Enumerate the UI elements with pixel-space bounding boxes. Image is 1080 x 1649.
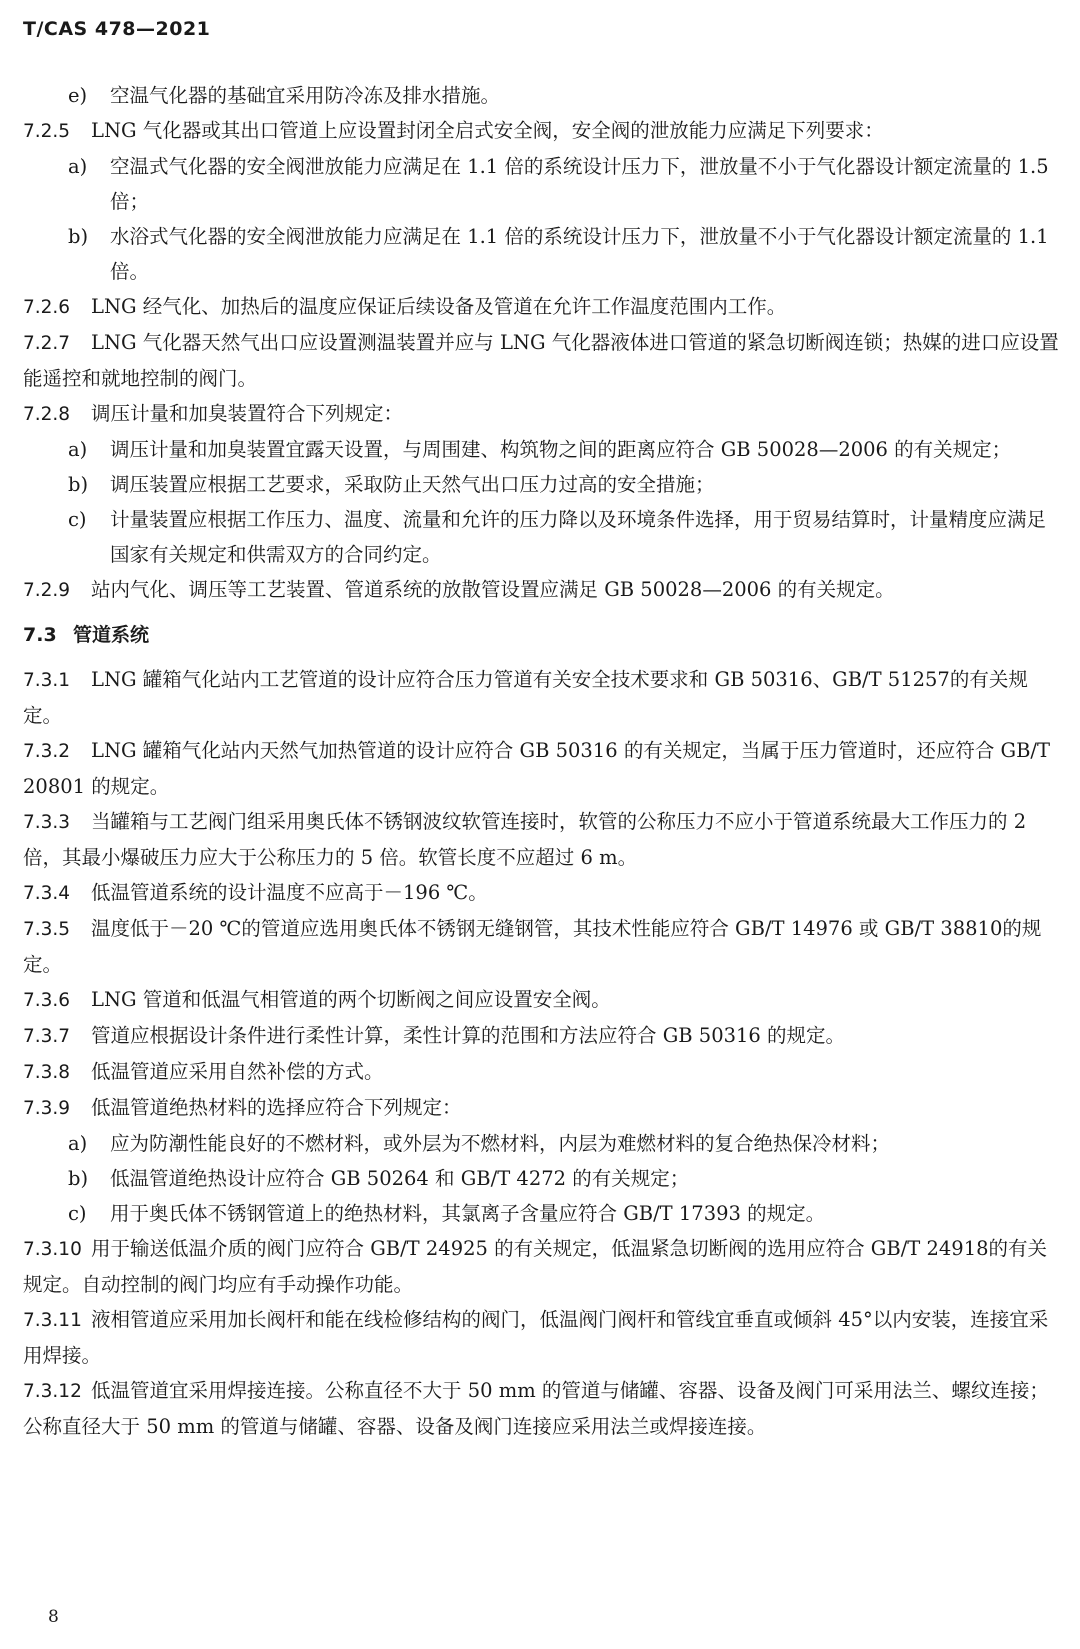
list-item — [23, 219, 1059, 289]
section-number: 7.3 — [23, 624, 57, 646]
clause-number: 7.3.5 — [23, 919, 71, 940]
list-item — [23, 1161, 1059, 1196]
clause-7-2-6 — [23, 289, 1059, 325]
item-text: 水浴式气化器的安全阀泄放能力应满足在 1.1 倍的系统设计压力下，泄放量不小于气化器设计额定流量的 1.1 倍。 — [110, 225, 1049, 283]
clause-text: 站内气化、调压等工艺装置、管道系统的放散管设置应满足 GB 50028—2006 的有关规定。 — [91, 578, 895, 601]
clause-text: LNG 罐箱气化站内工艺管道的设计应符合压力管道有关安全技术要求和 GB 50316、GB/T 51257的有关规定。 — [23, 668, 1028, 727]
clause-7-2-8 — [23, 396, 1059, 432]
clause-7-2-9 — [23, 572, 1059, 608]
clause-7-3-5 — [23, 911, 1059, 982]
clause-text: 低温管道绝热材料的选择应符合下列规定： — [91, 1096, 462, 1119]
item-text: 应为防潮性能良好的不燃材料，或外层为不燃材料，内层为难燃材料的复合绝热保冷材料； — [110, 1132, 891, 1155]
item-text: 空温式气化器的安全阀泄放能力应满足在 1.1 倍的系统设计压力下，泄放量不小于气化器设计额定流量的 1.5 倍； — [110, 155, 1049, 213]
list-item — [23, 1126, 1059, 1161]
clause-text: 温度低于－20 ℃的管道应选用奥氏体不锈钢无缝钢管，其技术性能应符合 GB/T 14976 或 GB/T 38810的规定。 — [23, 917, 1042, 976]
clause-number: 7.3.9 — [23, 1098, 71, 1119]
list-item — [23, 149, 1059, 219]
clause-7-3-3 — [23, 804, 1059, 875]
list-item — [23, 467, 1059, 502]
clause-7-3-8 — [23, 1054, 1059, 1090]
clause-text: 管道应根据设计条件进行柔性计算，柔性计算的范围和方法应符合 GB 50316 的规定。 — [91, 1024, 846, 1047]
item-label: e) — [68, 84, 88, 107]
clause-number: 7.3.10 — [23, 1239, 82, 1260]
clause-7-3-9 — [23, 1090, 1059, 1126]
clause-number: 7.2.9 — [23, 580, 71, 601]
clause-number: 7.2.6 — [23, 297, 71, 318]
clause-7-3-6 — [23, 982, 1059, 1018]
item-label: a) — [68, 438, 88, 461]
list-item — [23, 1196, 1059, 1231]
document-id: T/CAS 478—2021 — [23, 18, 211, 40]
item-label: c) — [68, 508, 87, 531]
list-item — [23, 78, 1059, 113]
clause-7-2-7 — [23, 325, 1059, 396]
clause-text: 液相管道应采用加长阀杆和能在线检修结构的阀门，低温阀门阀杆和管线宜垂直或倾斜 45°以内安装，连接宜采用焊接。 — [23, 1308, 1049, 1367]
item-text: 用于奥氏体不锈钢管道上的绝热材料，其氯离子含量应符合 GB/T 17393 的规定。 — [110, 1202, 826, 1225]
clause-number: 7.3.8 — [23, 1062, 71, 1083]
clause-text: 低温管道宜采用焊接连接。公称直径不大于 50 mm 的管道与储罐、容器、设备及阀门可采用法兰、螺纹连接；公称直径大于 50 mm 的管道与储罐、容器、设备及阀门连接应采用法兰或焊接连接。 — [23, 1379, 1049, 1438]
item-label: a) — [68, 155, 88, 178]
clause-number: 7.3.12 — [23, 1381, 82, 1402]
page-number: 8 — [48, 1607, 59, 1627]
clause-text: LNG 气化器或其出口管道上应设置封闭全启式安全阀，安全阀的泄放能力应满足下列要求： — [91, 119, 884, 142]
clause-7-3-4 — [23, 875, 1059, 911]
document-body — [23, 78, 1059, 1444]
clause-text: 调压计量和加臭装置符合下列规定： — [91, 402, 404, 425]
clause-text: LNG 气化器天然气出口应设置测温装置并应与 LNG 气化器液体进口管道的紧急切断阀连锁；热媒的进口应设置能遥控和就地控制的阀门。 — [23, 331, 1059, 390]
item-text: 空温气化器的基础宜采用防冷冻及排水措施。 — [110, 84, 501, 107]
clause-7-2-5 — [23, 113, 1059, 149]
clause-number: 7.3.11 — [23, 1310, 82, 1331]
clause-text: LNG 罐箱气化站内天然气加热管道的设计应符合 GB 50316 的有关规定，当属于压力管道时，还应符合 GB/T 20801 的规定。 — [23, 739, 1051, 798]
list-item — [23, 502, 1059, 572]
clause-text: LNG 经气化、加热后的温度应保证后续设备及管道在允许工作温度范围内工作。 — [91, 295, 787, 318]
clause-number: 7.3.7 — [23, 1026, 71, 1047]
clause-7-3-7 — [23, 1018, 1059, 1054]
item-label: b) — [68, 473, 89, 496]
clause-number: 7.3.1 — [23, 670, 71, 691]
item-text: 计量装置应根据工作压力、温度、流量和允许的压力降以及环境条件选择，用于贸易结算时，计量精度应满足国家有关规定和供需双方的合同约定。 — [110, 508, 1047, 566]
clause-number: 7.3.4 — [23, 883, 71, 904]
list-item — [23, 432, 1059, 467]
section-heading — [23, 618, 1059, 653]
clause-7-3-1 — [23, 662, 1059, 733]
clause-number: 7.3.2 — [23, 741, 71, 762]
item-label: c) — [68, 1202, 87, 1225]
clause-7-3-2 — [23, 733, 1059, 804]
item-text: 低温管道绝热设计应符合 GB 50264 和 GB/T 4272 的有关规定； — [110, 1167, 690, 1190]
clause-number: 7.3.3 — [23, 812, 71, 833]
item-text: 调压计量和加臭装置宜露天设置，与周围建、构筑物之间的距离应符合 GB 50028—2006 的有关规定； — [110, 438, 1012, 461]
clause-number: 7.3.6 — [23, 990, 71, 1011]
clause-text: 用于输送低温介质的阀门应符合 GB/T 24925 的有关规定，低温紧急切断阀的选用应符合 GB/T 24918的有关规定。自动控制的阀门均应有手动操作功能。 — [23, 1237, 1048, 1296]
clause-7-3-10 — [23, 1231, 1059, 1302]
item-label: b) — [68, 225, 89, 248]
item-label: b) — [68, 1167, 89, 1190]
clause-number: 7.2.5 — [23, 121, 71, 142]
clause-number: 7.2.8 — [23, 404, 71, 425]
clause-number: 7.2.7 — [23, 333, 71, 354]
item-text: 调压装置应根据工艺要求，采取防止天然气出口压力过高的安全措施； — [110, 473, 715, 496]
section-title: 管道系统 — [73, 624, 150, 646]
clause-text: LNG 管道和低温气相管道的两个切断阀之间应设置安全阀。 — [91, 988, 611, 1011]
clause-text: 当罐箱与工艺阀门组采用奥氏体不锈钢波纹软管连接时，软管的公称压力不应小于管道系统最大工作压力的 2 倍，其最小爆破压力应大于公称压力的 5 倍。软管长度不应超过 6 m。 — [23, 810, 1027, 869]
item-label: a) — [68, 1132, 88, 1155]
clause-7-3-12 — [23, 1373, 1059, 1444]
clause-7-3-11 — [23, 1302, 1059, 1373]
clause-text: 低温管道应采用自然补偿的方式。 — [91, 1060, 384, 1083]
clause-text: 低温管道系统的设计温度不应高于－196 ℃。 — [91, 881, 488, 904]
